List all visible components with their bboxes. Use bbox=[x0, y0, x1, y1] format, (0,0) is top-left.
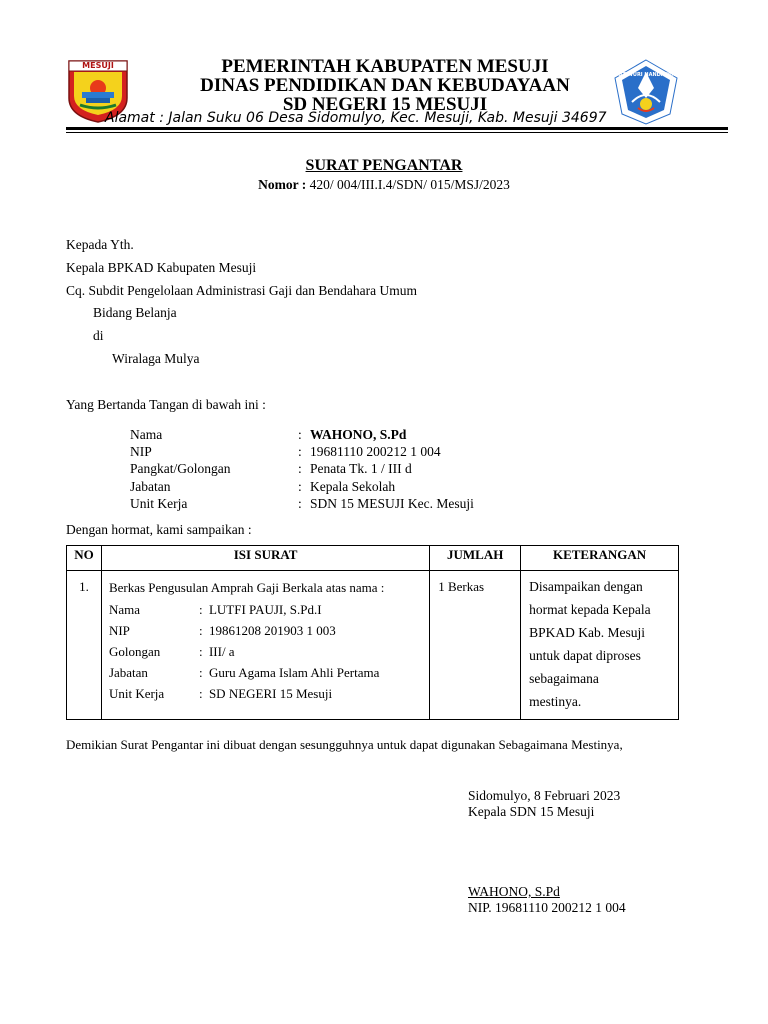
isi-intro: Berkas Pengusulan Amprah Gaji Berkala atas nama : bbox=[108, 580, 385, 595]
header-isi-surat: ISI SURAT bbox=[101, 546, 429, 571]
signer-value-nama: WAHONO, S.Pd bbox=[310, 427, 407, 442]
signature-nip: NIP. 19681110 200212 1 004 bbox=[468, 900, 626, 915]
keterangan-line: mestinya. bbox=[529, 694, 582, 709]
keterangan-line: Disampaikan dengan bbox=[529, 579, 643, 594]
signature-name: WAHONO, S.Pd bbox=[468, 884, 560, 899]
signer-label-jabatan: Jabatan bbox=[130, 479, 171, 494]
keterangan-line: BPKAD Kab. Mesuji bbox=[529, 625, 646, 640]
letter-table bbox=[66, 545, 679, 720]
recipient-subdivision: Cq. Subdit Pengelolaan Administrasi Gaji dan Bendahara Umum bbox=[66, 283, 417, 298]
signer-colon: : bbox=[298, 427, 302, 442]
letter-number bbox=[0, 177, 768, 193]
recipient-section: Bidang Belanja bbox=[93, 305, 177, 320]
keterangan-line: hormat kepada Kepala bbox=[529, 602, 651, 617]
detail-value-jabatan: Guru Agama Islam Ahli Pertama bbox=[208, 665, 380, 680]
row-keterangan bbox=[521, 571, 679, 720]
recipient-office: Kepala BPKAD Kabupaten Mesuji bbox=[66, 260, 257, 275]
signer-value-jabatan: Kepala Sekolah bbox=[310, 479, 396, 494]
detail-value-unit: SD NEGERI 15 Mesuji bbox=[208, 686, 333, 701]
detail-label-unit: Unit Kerja bbox=[108, 686, 165, 701]
detail-value-nama: LUTFI PAUJI, S.Pd.I bbox=[208, 602, 322, 617]
keterangan-line: sebagaimana bbox=[529, 671, 599, 686]
detail-colon: : bbox=[198, 665, 203, 680]
row-isi bbox=[101, 571, 429, 720]
signer-value-nip: 19681110 200212 1 004 bbox=[310, 444, 441, 459]
signature-place-date: Sidomulyo, 8 Februari 2023 bbox=[468, 788, 621, 803]
detail-value-golongan: III/ a bbox=[208, 644, 235, 659]
detail-colon: : bbox=[198, 644, 203, 659]
table-intro: Dengan hormat, kami sampaikan : bbox=[66, 522, 252, 537]
signer-colon: : bbox=[298, 496, 302, 511]
row-no: 1. bbox=[67, 571, 102, 720]
detail-label-golongan: Golongan bbox=[108, 644, 161, 659]
detail-colon: : bbox=[198, 602, 203, 617]
kop-line-department: DINAS PENDIDIKAN DAN KEBUDAYAAN bbox=[200, 75, 570, 96]
header-jumlah: JUMLAH bbox=[430, 546, 521, 571]
signer-label-nama: Nama bbox=[130, 427, 163, 442]
letter-number-value: 420/ 004/III.I.4/SDN/ 015/MSJ/2023 bbox=[309, 177, 510, 192]
signer-colon: : bbox=[298, 461, 302, 476]
signer-label-pangkat: Pangkat/Golongan bbox=[130, 461, 231, 476]
signer-value-pangkat: Penata Tk. 1 / III d bbox=[310, 461, 412, 476]
detail-value-nip: 19861208 201903 1 003 bbox=[208, 623, 336, 638]
header-no: NO bbox=[67, 546, 102, 571]
signer-colon: : bbox=[298, 479, 302, 494]
closing-statement: Demikian Surat Pengantar ini dibuat dengan sesungguhnya untuk dapat digunakan Sebagaimana Mestinya, bbox=[66, 737, 623, 752]
detail-colon: : bbox=[198, 686, 203, 701]
letter-title: SURAT PENGANTAR bbox=[305, 157, 463, 174]
letterhead-divider-thin bbox=[66, 132, 728, 133]
signer-value-unit: SDN 15 MESUJI Kec. Mesuji bbox=[310, 496, 474, 511]
signer-label-nip: NIP bbox=[130, 444, 152, 459]
recipient-city: Wiralaga Mulya bbox=[112, 351, 200, 366]
recipient-di: di bbox=[93, 328, 104, 343]
letterhead-divider-thick bbox=[66, 127, 728, 130]
signer-label-unit: Unit Kerja bbox=[130, 496, 188, 511]
detail-colon: : bbox=[198, 623, 203, 638]
signature-position: Kepala SDN 15 Mesuji bbox=[468, 804, 595, 819]
table-row bbox=[67, 571, 679, 720]
detail-label-nama: Nama bbox=[108, 602, 140, 617]
tut-wuri-logo-text: TUT WURI HANDAYANI bbox=[614, 72, 678, 78]
keterangan-line: untuk dapat diproses bbox=[529, 648, 641, 663]
letter-number-label: Nomor : bbox=[258, 177, 307, 192]
recipient-salutation: Kepada Yth. bbox=[66, 237, 134, 252]
table-header-row bbox=[67, 546, 679, 571]
detail-label-jabatan: Jabatan bbox=[108, 665, 148, 680]
detail-label-nip: NIP bbox=[108, 623, 130, 638]
mesuji-logo-text: MESUJI bbox=[82, 61, 114, 70]
row-jumlah: 1 Berkas bbox=[430, 571, 521, 720]
signer-intro: Yang Bertanda Tangan di bawah ini : bbox=[66, 397, 266, 412]
kop-line-government: PEMERINTAH KABUPATEN MESUJI bbox=[221, 56, 549, 77]
kop-line-school: SD NEGERI 15 MESUJI bbox=[282, 94, 488, 115]
header-keterangan: KETERANGAN bbox=[521, 546, 679, 571]
signer-colon: : bbox=[298, 444, 302, 459]
school-address: Alamat : Jalan Suku 06 Desa Sidomulyo, Kec. Mesuji, Kab. Mesuji 34697 bbox=[105, 110, 607, 126]
